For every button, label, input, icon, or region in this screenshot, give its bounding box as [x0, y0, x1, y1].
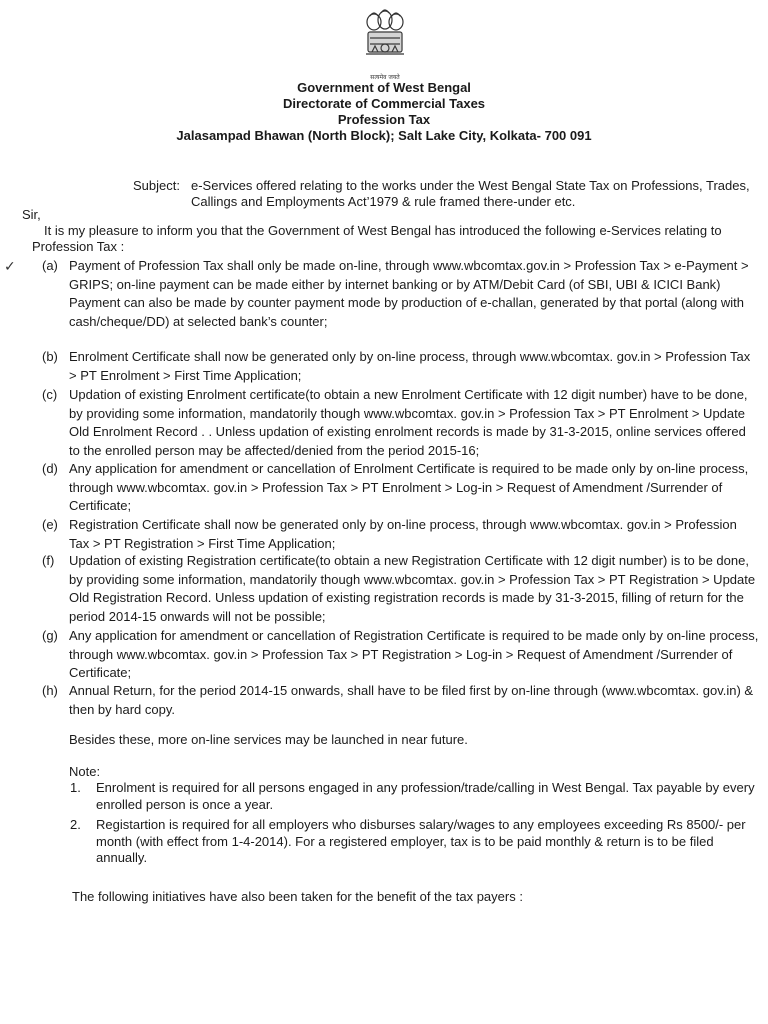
- item-label: (c): [42, 387, 58, 402]
- salutation: Sir,: [22, 207, 41, 222]
- letterhead-address: Jalasampad Bhawan (North Block); Salt Lake City, Kolkata- 700 091: [176, 128, 592, 143]
- emblem-motto: सत्यमेव जयते: [370, 74, 400, 81]
- item-text: Updation of existing Registration certificate(to obtain a new Registration Certificate with 12 digit number) is to be done, by providing some information, mandatorily though www.wbcomtax. gov.in > Profession Tax > PT Registration > Update Old Registration Record. Unless updation of existing registration records is made by 31-3-2015, filling of return for the period 2014-15 onwards will not be possible;: [69, 553, 756, 624]
- subject-text: e-Services offered relating to the works under the West Bengal State Tax on Professions, Trades, Callings and Employments Act’1979 & rule framed there-under etc.: [191, 178, 750, 209]
- note-text: Registartion is required for all employers who disburses salary/wages to any employees exceeding Rs 8500/- per month (with effect from 1-4-2014). For a registered employer, tax is to be paid monthly & return is to be filed annually.: [96, 817, 746, 865]
- subject-label: Subject:: [133, 178, 180, 193]
- item-text-continued: Payment can also be made by counter payment mode by production of e-challan, generated by that portal (along with cash/cheque/DD) at selected bank’s counter;: [69, 295, 744, 329]
- state-emblem-icon: [360, 8, 410, 74]
- item-label: (d): [42, 461, 58, 476]
- letterhead-department: Profession Tax: [337, 112, 431, 127]
- note-text: Enrolment is required for all persons engaged in any profession/trade/calling in West Bengal. Tax payable by every enrolled person is once a year.: [96, 780, 755, 812]
- letterhead-directorate: Directorate of Commercial Taxes: [282, 96, 486, 111]
- item-label: (a): [42, 258, 58, 273]
- item-text: Enrolment Certificate shall now be generated only by on-line process, through www.wbcomtax. gov.in > Profession Tax > PT Enrolment > First Time Application;: [69, 349, 751, 383]
- item-label: (h): [42, 683, 58, 698]
- item-label: (e): [42, 517, 58, 532]
- following-paragraph: The following initiatives have also been taken for the benefit of the tax payers :: [72, 889, 523, 904]
- item-label: (b): [42, 349, 58, 364]
- note-title: Note:: [69, 764, 101, 779]
- intro-paragraph: It is my pleasure to inform you that the Government of West Bengal has introduced the following e-Services relating to Profession Tax :: [32, 223, 722, 254]
- item-text: Annual Return, for the period 2014-15 onwards, shall have to be filed first by on-line through (www.wbcomtax. gov.in) & then by hard copy.: [69, 683, 754, 717]
- item-text: Payment of Profession Tax shall only be made on-line, through www.wbcomtax.gov.in > Profession Tax > e-Payment > GRIPS; on-line payment can be made either by internet banking or by ATM/Debit Card (of SBI, UBI & ICICI Bank): [69, 258, 749, 292]
- item-text: Updation of existing Enrolment certificate(to obtain a new Enrolment Certificate with 12 digit number) have to be done, by providing some information, mandatorily though www.wbcomtax. gov.in > Profession Tax > PT Enrolment > Update Old Enrolment Record . . Unless updation of existing enrolment records is made by 31-3-2015, online services offered to the enrolled person may be affected/denied from the period 2015-16;: [69, 387, 748, 458]
- item-text: Any application for amendment or cancellation of Registration Certificate is required to be made only by on-line process, through www.wbcomtax. gov.in > Profession Tax > PT Registration > Log-in > Request of Amendment /Surrender of Certificate;: [69, 628, 759, 680]
- note-number: 1.: [70, 780, 81, 795]
- item-text: Registration Certificate shall now be generated only by on-line process, through www.wbcomtax. gov.in > Profession Tax > PT Registration > First Time Application;: [69, 517, 737, 551]
- note-number: 2.: [70, 817, 81, 832]
- item-label: (f): [42, 553, 55, 568]
- letterhead: [0, 80, 768, 144]
- besides-paragraph: Besides these, more on-line services may be launched in near future.: [69, 732, 468, 747]
- item-text: Any application for amendment or cancellation of Enrolment Certificate is required to be made only by on-line process, through www.wbcomtax. gov.in > Profession Tax > PT Enrolment > Log-in > Request of Amendment /Surrender of Certificate;: [69, 461, 749, 513]
- item-label: (g): [42, 628, 58, 643]
- checkmark-icon: ✓: [4, 258, 16, 274]
- letterhead-government: Government of West Bengal: [297, 80, 471, 95]
